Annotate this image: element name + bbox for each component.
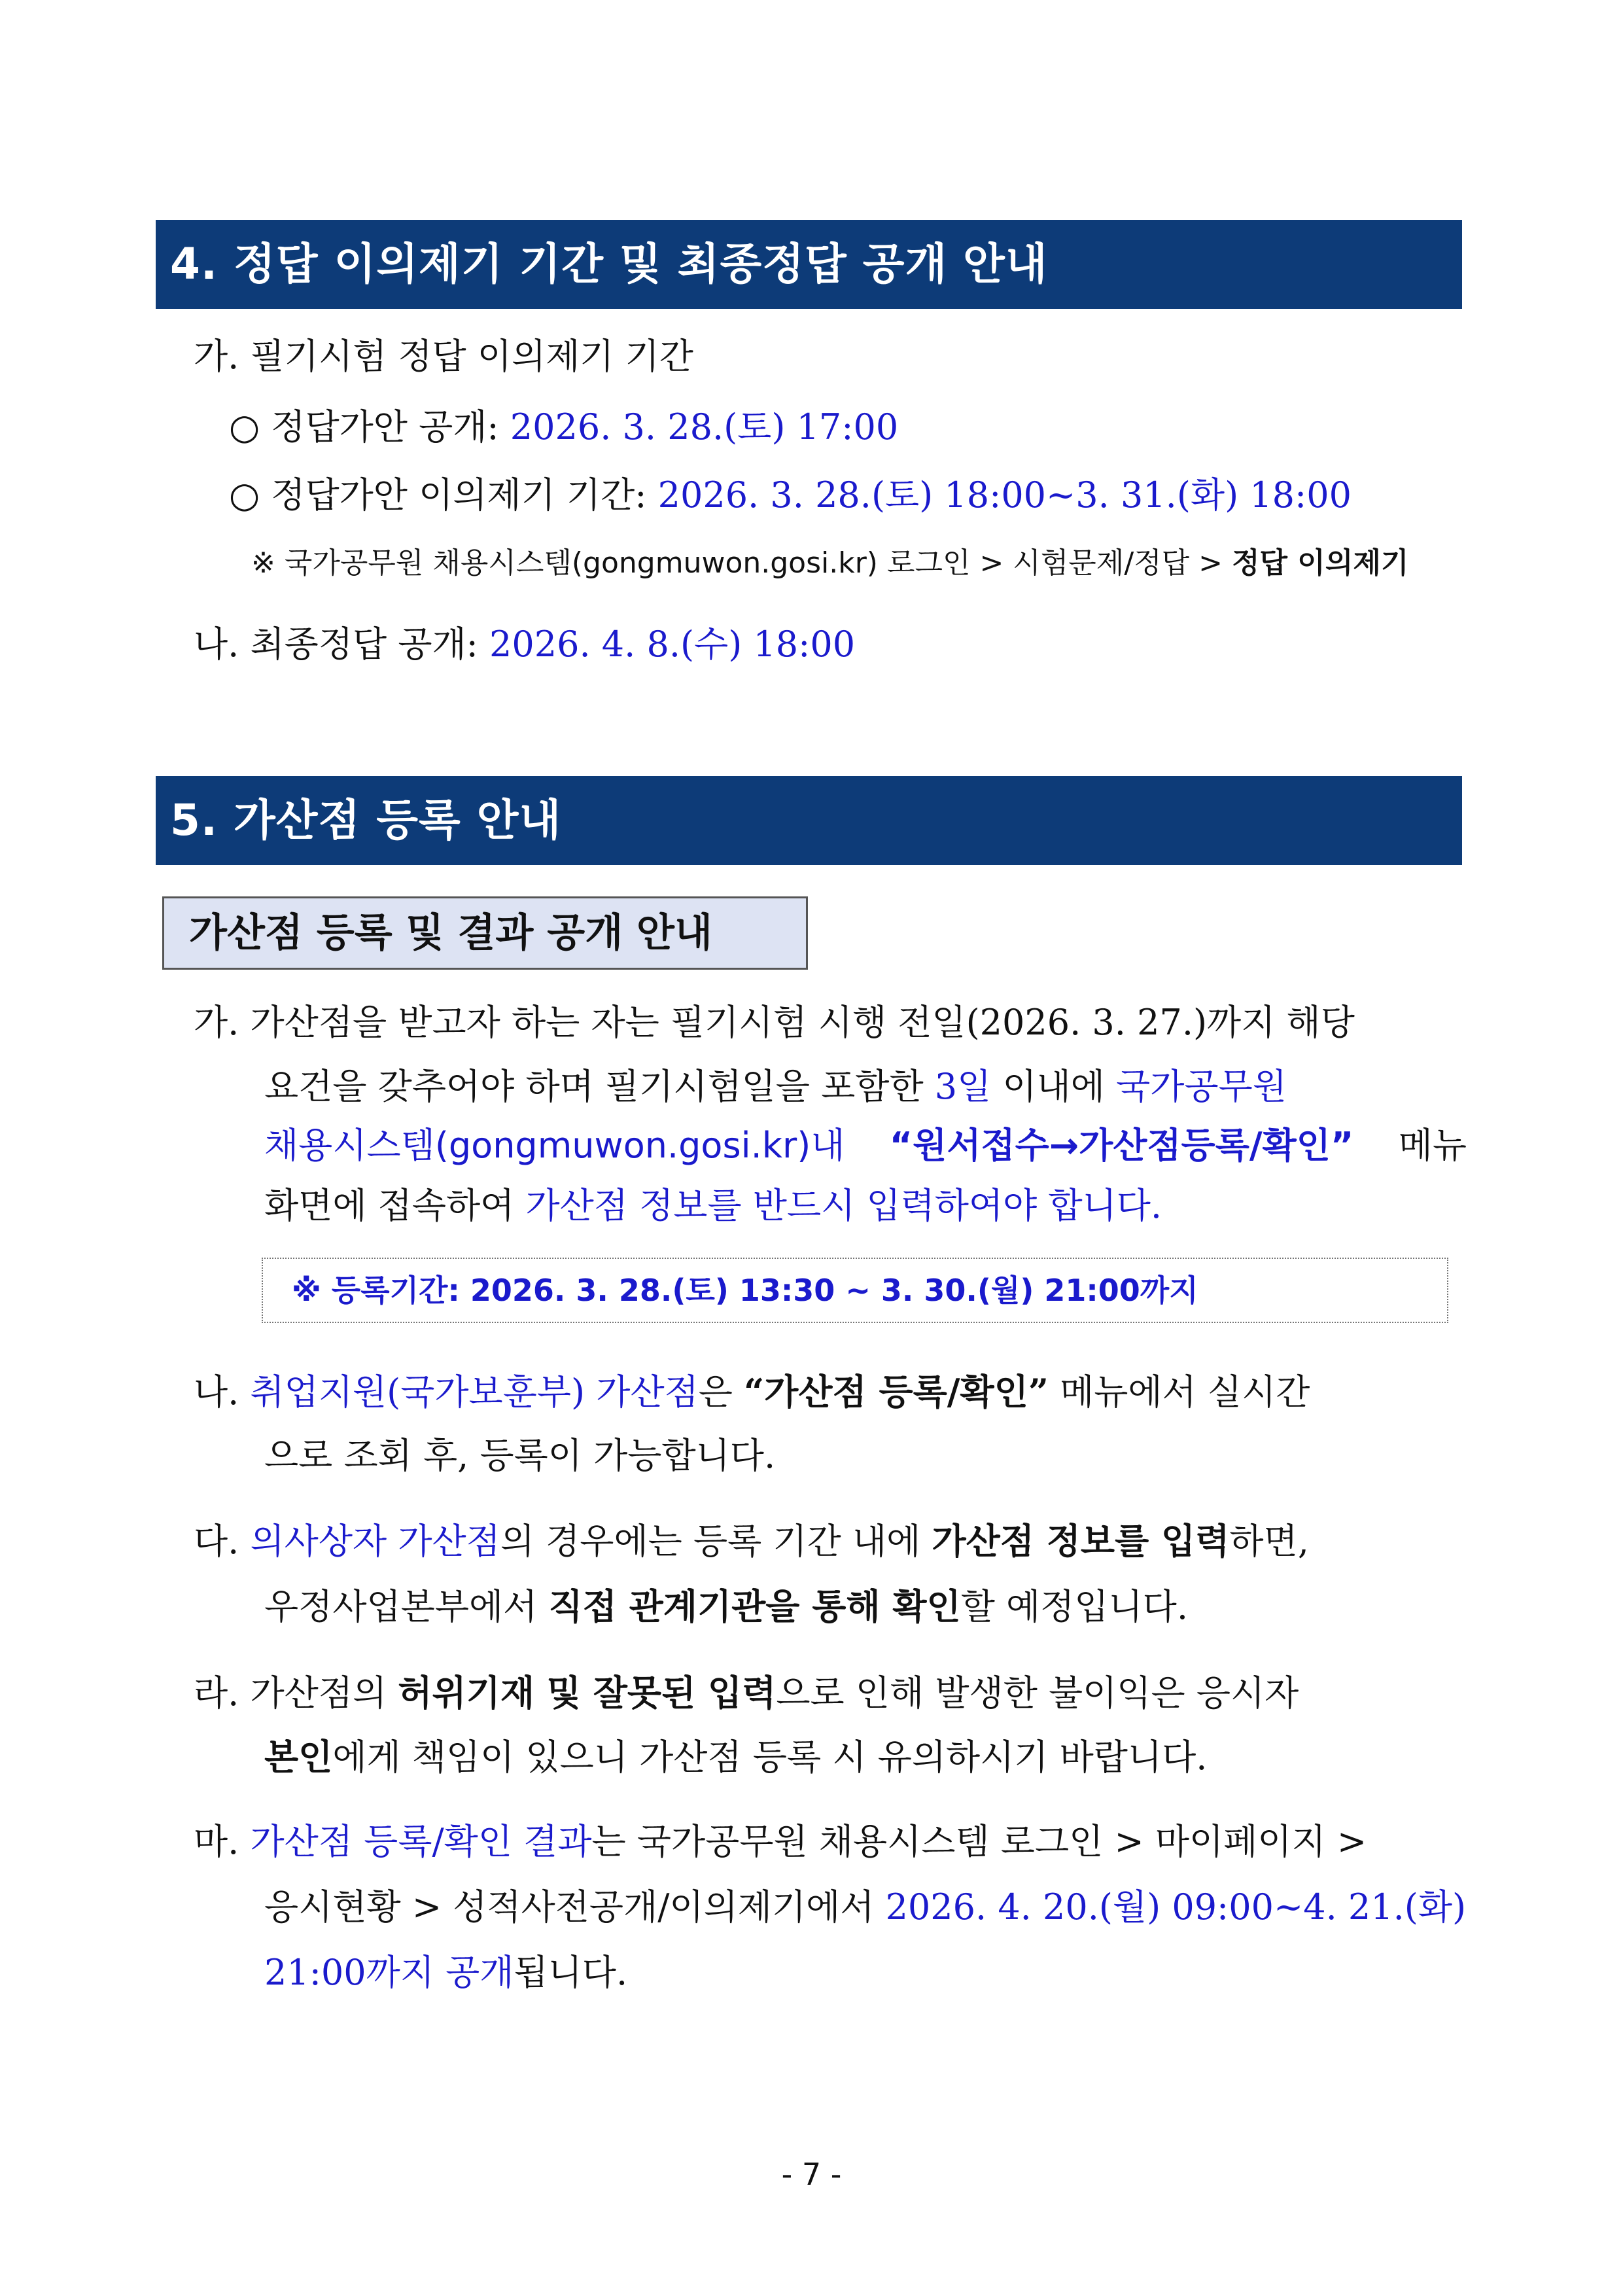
- item-ga-line3: [264, 1123, 1467, 1169]
- text: 됩니다.: [514, 1952, 628, 1993]
- text: 마.: [194, 1821, 251, 1862]
- text-blue: 취업지원(국가보훈부) 가산점: [250, 1371, 699, 1413]
- registration-period-box: ※ 등록기간: 2026. 3. 28.(토) 13:30 ~ 3. 30.(월) 21:00까지: [262, 1258, 1448, 1323]
- label: 나. 최종정답 공개:: [194, 624, 490, 665]
- text-bold: 허위기재 및 잘못된 입력: [398, 1672, 777, 1714]
- text: 요건을 갖추어야 하며 필기시험일을 포함한: [264, 1066, 935, 1107]
- section-4-item-a-2: [229, 472, 1352, 518]
- text-blue: 가산점 정보를 반드시 입력하여야 합니다.: [525, 1185, 1162, 1226]
- text: 우정사업본부에서: [264, 1586, 549, 1627]
- item-na-line2: 으로 조회 후, 등록이 가능합니다.: [264, 1435, 776, 1476]
- item-na-line1: [194, 1369, 1310, 1415]
- item-ga-line1: 가. 가산점을 받고자 하는 자는 필기시험 시행 전일(2026. 3. 27.)까지 해당: [194, 1002, 1355, 1043]
- text: 응시현황 > 성적사전공개/이의제기에서: [264, 1886, 886, 1928]
- section-4-item-b: [194, 622, 855, 667]
- item-da-line1: [194, 1518, 1309, 1564]
- note-bold: 정답 이의제기: [1231, 546, 1409, 580]
- text-blue: 3일: [934, 1066, 992, 1107]
- item-ma-line3: [264, 1950, 627, 1996]
- item-ra-line2: [264, 1734, 1207, 1780]
- text-blue: 국가공무원: [1116, 1066, 1287, 1107]
- text: 이내에: [991, 1066, 1117, 1107]
- text: 은: [698, 1371, 744, 1413]
- item-ga-line4: [264, 1183, 1162, 1229]
- text: 할 예정입니다.: [960, 1586, 1189, 1627]
- text: 에게 책임이 있으니 가산점 등록 시 유의하시기 바랍니다.: [332, 1737, 1208, 1778]
- label: ○ 정답가안 이의제기 기간:: [229, 474, 658, 516]
- text: 의 경우에는 등록 기간 내에: [500, 1521, 932, 1562]
- text-blue: 가산점 등록/확인 결과: [250, 1821, 592, 1862]
- date-value: 2026. 3. 28.(토) 18:00~3. 31.(화) 18:00: [657, 474, 1352, 516]
- menu-quote: “원서접수→가산점등록/확인”: [889, 1125, 1354, 1166]
- section-5-subtitle: 가산점 등록 및 결과 공개 안내: [162, 896, 808, 970]
- text-blue: 채용시스템(gongmuwon.gosi.kr)내: [264, 1125, 845, 1166]
- text: 으로 인해 발생한 불이익은 응시자: [776, 1672, 1299, 1714]
- section-4-header: 4. 정답 이의제기 기간 및 최종정답 공개 안내: [156, 220, 1462, 309]
- text: 라. 가산점의: [194, 1672, 398, 1714]
- text-blue: 21:00까지 공개: [264, 1952, 514, 1993]
- section-4-item-a-1: [229, 404, 898, 450]
- menu-quote: “가산점 등록/확인”: [744, 1371, 1049, 1413]
- text-blue: 2026. 4. 20.(월) 09:00~4. 21.(화): [885, 1886, 1467, 1928]
- text: 는 국가공무원 채용시스템 로그인 > 마이페이지 >: [591, 1821, 1367, 1862]
- text: 메뉴: [1398, 1125, 1467, 1166]
- item-ra-line1: [194, 1670, 1299, 1716]
- section-4-item-a: 가. 필기시험 정답 이의제기 기간: [194, 336, 693, 377]
- text-blue: 의사상자 가산점: [250, 1521, 500, 1562]
- note-text: ※ 국가공무원 채용시스템(gongmuwon.gosi.kr) 로그인 > 시험문제/정답 >: [251, 546, 1232, 580]
- item-ma-line1: [194, 1819, 1367, 1865]
- text: 다.: [194, 1521, 251, 1562]
- section-5-header: 5. 가산점 등록 안내: [156, 776, 1462, 865]
- section-4-note: [251, 540, 1408, 586]
- text-bold: 직접 관계기관을 통해 확인: [548, 1585, 961, 1627]
- text-bold: 본인: [264, 1736, 333, 1778]
- text: 나.: [194, 1371, 251, 1413]
- text: 화면에 접속하여: [264, 1185, 526, 1226]
- text: 하면,: [1229, 1521, 1309, 1562]
- date-value: 2026. 3. 28.(토) 17:00: [510, 406, 899, 448]
- item-ga-line2: [264, 1064, 1287, 1110]
- item-ma-line2: [264, 1884, 1466, 1930]
- text-bold: 가산점 정보를 입력: [932, 1520, 1230, 1562]
- date-value: 2026. 4. 8.(수) 18:00: [489, 624, 856, 665]
- page-number: - 7 -: [781, 2157, 842, 2192]
- item-da-line2: [264, 1583, 1188, 1630]
- label: ○ 정답가안 공개:: [229, 406, 510, 448]
- text: 메뉴에서 실시간: [1048, 1371, 1310, 1413]
